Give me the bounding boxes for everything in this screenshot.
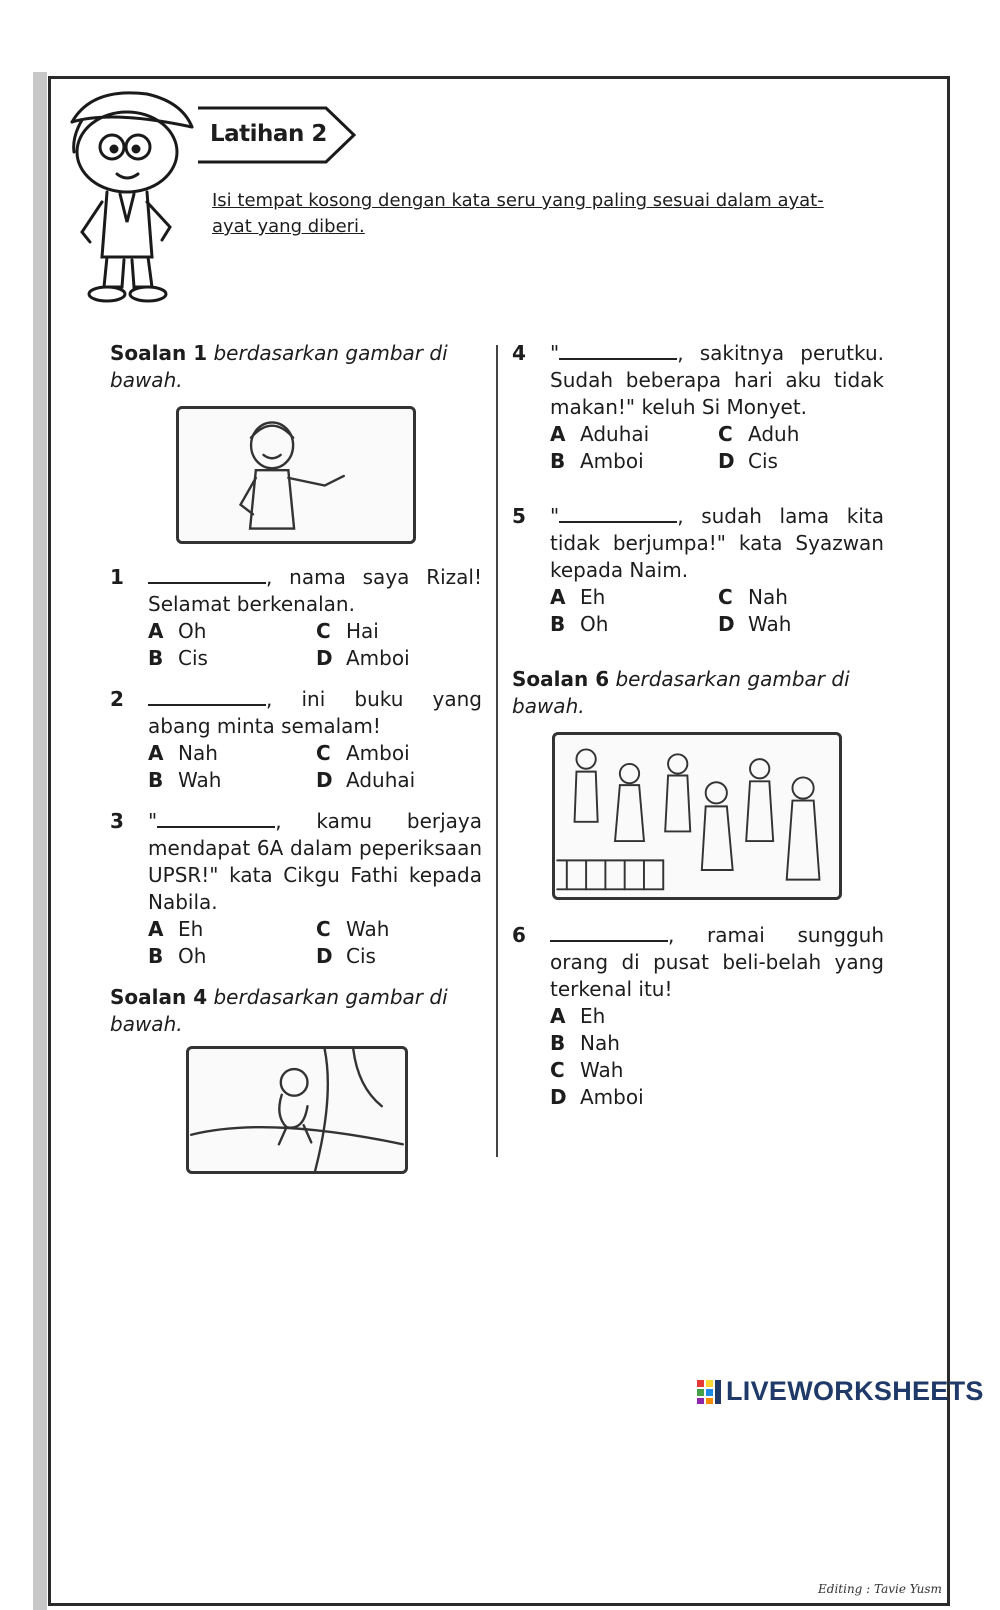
option-c[interactable]: C Wah [316, 917, 390, 941]
option-a[interactable]: A Aduhai [550, 422, 650, 446]
intro-instruction: berdasarkan gambar di bawah. [110, 341, 448, 392]
option-d[interactable]: D Amboi [550, 1085, 644, 1109]
option-c[interactable]: C Aduh [718, 422, 800, 446]
intro-label: Soalan 6 [512, 667, 610, 691]
option-a[interactable]: A Eh [148, 917, 204, 941]
intro-instruction: berdasarkan gambar di bawah. [512, 667, 850, 718]
column-divider [496, 345, 498, 1157]
page-edge-shadow [33, 72, 47, 1610]
question-5 [512, 503, 884, 638]
question-6 [512, 922, 884, 1111]
monkey-drawing [189, 1049, 405, 1171]
editor-credit: Editing : Tavie Yusm [818, 1582, 942, 1596]
question-number: 6 [512, 923, 526, 947]
answer-blank[interactable] [148, 686, 266, 706]
boy-waving-picture [176, 406, 416, 544]
question-4-intro [110, 984, 482, 1038]
boy-mascot-illustration [52, 82, 202, 312]
answer-blank[interactable] [559, 340, 677, 360]
question-6-intro [512, 666, 884, 720]
question-number: 2 [110, 687, 124, 711]
shopping-mall-crowd-drawing [555, 735, 839, 897]
option-a[interactable]: A Eh [550, 1004, 606, 1028]
option-b[interactable]: B Cis [148, 646, 208, 670]
question-text: , ini buku yang abang minta semalam! [148, 687, 482, 738]
instruction-text: Isi tempat kosong dengan kata seru yang paling sesuai dalam ayat-ayat yang diberi. [212, 190, 824, 237]
question-number: 3 [110, 809, 124, 833]
option-b[interactable]: B Oh [550, 612, 609, 636]
answer-blank[interactable] [559, 503, 677, 523]
answer-blank[interactable] [550, 922, 668, 942]
option-d[interactable]: D Wah [718, 612, 792, 636]
option-b[interactable]: B Nah [550, 1031, 620, 1055]
liveworksheets-logo-icon [696, 1379, 722, 1405]
boy-waving-drawing [179, 409, 413, 541]
question-number: 4 [512, 341, 526, 365]
question-text: , nama saya Rizal! Selamat berkenalan. [148, 565, 482, 616]
option-a[interactable]: A Oh [148, 619, 207, 643]
option-c[interactable]: C Nah [718, 585, 788, 609]
question-text: , ramai sungguh orang di pusat beli-belah yang terkenal itu! [550, 923, 884, 1001]
option-d[interactable]: D Cis [316, 944, 376, 968]
option-d[interactable]: D Aduhai [316, 768, 416, 792]
question-text: , sudah lama kita tidak berjumpa!" kata Syazwan kepada Naim. [550, 504, 884, 582]
option-b[interactable]: B Amboi [550, 449, 644, 473]
question-4 [512, 340, 884, 475]
liveworksheets-brand[interactable] [696, 1376, 984, 1407]
option-d[interactable]: D Amboi [316, 646, 410, 670]
intro-label: Soalan 4 [110, 985, 208, 1009]
left-column [110, 340, 482, 1174]
option-b[interactable]: B Wah [148, 768, 222, 792]
question-2 [110, 686, 482, 794]
quote-mark: " [550, 341, 560, 365]
option-c[interactable]: C Wah [550, 1058, 624, 1082]
intro-label: Soalan 1 [110, 341, 208, 365]
option-c[interactable]: C Amboi [316, 741, 410, 765]
monkey-picture [186, 1046, 408, 1174]
option-c[interactable]: C Hai [316, 619, 379, 643]
question-3 [110, 808, 482, 970]
question-1 [110, 564, 482, 672]
exercise-title: Latihan 2 [210, 121, 327, 147]
right-column [512, 340, 884, 1111]
question-number: 5 [512, 504, 526, 528]
quote-mark: " [148, 809, 158, 833]
question-1-intro [110, 340, 482, 394]
answer-blank[interactable] [148, 564, 266, 584]
question-number: 1 [110, 565, 124, 589]
brand-name: LIVEWORKSHEETS [726, 1376, 984, 1406]
quote-mark: " [550, 504, 560, 528]
question-text: , sakitnya perutku. Sudah beberapa hari aku tidak makan!" keluh Si Monyet. [550, 341, 884, 419]
question-text: , kamu berjaya mendapat 6A dalam peperiksaan UPSR!" kata Cikgu Fathi kepada Nabila. [148, 809, 482, 914]
shopping-mall-picture [552, 732, 842, 900]
answer-blank[interactable] [157, 808, 275, 828]
intro-instruction: berdasarkan gambar di bawah. [110, 985, 448, 1036]
option-b[interactable]: B Oh [148, 944, 207, 968]
option-a[interactable]: A Eh [550, 585, 606, 609]
option-d[interactable]: D Cis [718, 449, 778, 473]
option-a[interactable]: A Nah [148, 741, 218, 765]
